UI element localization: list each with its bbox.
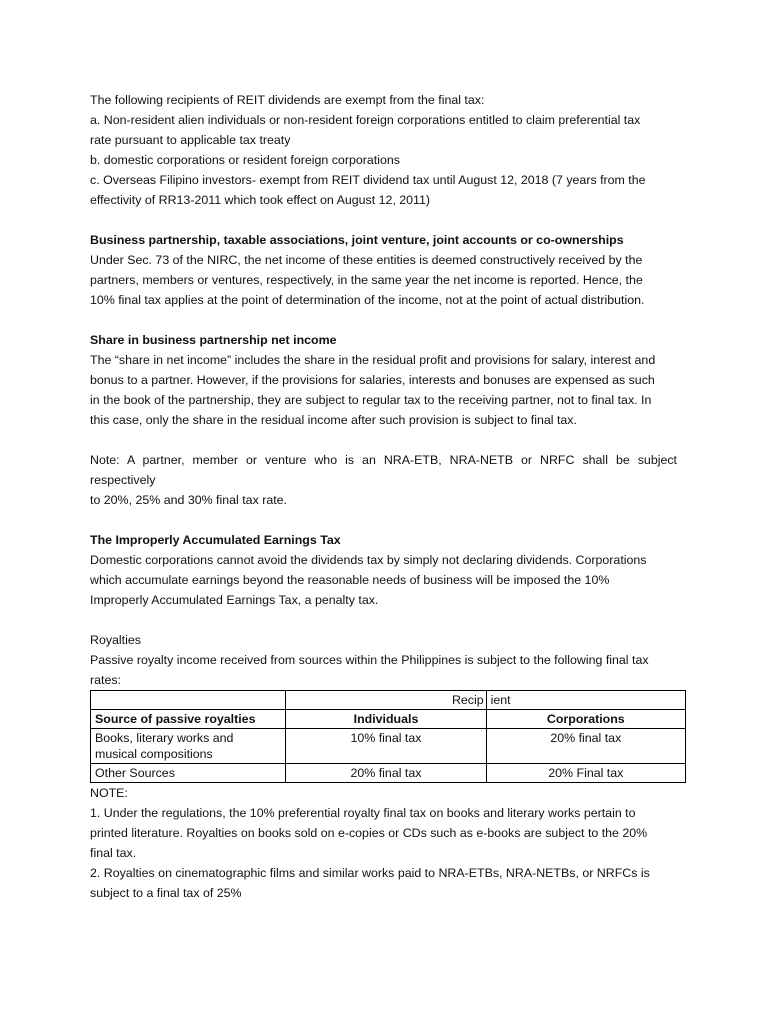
royalty-note2-line1: 2. Royalties on cinematographic films and similar works paid to NRA-ETBs, NRA-NETBs, or NRFCs is — [90, 866, 650, 880]
source-line2: musical compositions — [95, 747, 213, 761]
royalty-note1-line3: final tax. — [90, 846, 137, 860]
partner-note — [90, 450, 677, 510]
share-line1: The “share in net income” includes the share in the residual profit and provisions for salary, interest and — [90, 353, 656, 367]
spacer — [90, 430, 677, 450]
share-line4: this case, only the share in the residual income after such provision is subject to final tax. — [90, 413, 577, 427]
column-header-individuals: Individuals — [286, 710, 486, 729]
table-row — [91, 764, 686, 783]
reit-item-a-line1: a. Non-resident alien individuals or non-resident foreign corporations entitled to claim preferential tax — [90, 113, 641, 127]
partner-note-line2: to 20%, 25% and 30% final tax rate. — [90, 493, 287, 507]
table-row-recipient — [91, 691, 686, 710]
partnership-line3: 10% final tax applies at the point of determination of the income, not at the point of actual distribution. — [90, 293, 645, 307]
reit-item-a-line2: rate pursuant to applicable tax treaty — [90, 133, 291, 147]
corporations-rate-cell: 20% final tax — [486, 729, 685, 764]
royalty-note1-line1: 1. Under the regulations, the 10% preferential royalty final tax on books and literary works pertain to — [90, 806, 636, 820]
iaet-heading: The Improperly Accumulated Earnings Tax — [90, 533, 341, 547]
spacer — [90, 210, 677, 230]
iaet-line1: Domestic corporations cannot avoid the dividends tax by simply not declaring dividends. Corporations — [90, 553, 647, 567]
recipient-header-right: ient — [486, 691, 685, 710]
reit-item-c-line1: c. Overseas Filipino investors- exempt from REIT dividend tax until August 12, 2018 (7 years from the — [90, 173, 646, 187]
reit-item-b: b. domestic corporations or resident foreign corporations — [90, 153, 400, 167]
partnership-line2: partners, members or ventures, respectively, in the same year the net income is reported. Hence, the — [90, 273, 643, 287]
royalty-rates-table — [90, 690, 686, 783]
share-line2: bonus to a partner. However, if the provisions for salaries, interests and bonuses are expensed as such — [90, 373, 655, 387]
reit-section — [90, 90, 677, 210]
table-header-row — [91, 710, 686, 729]
partnership-line1: Under Sec. 73 of the NIRC, the net income of these entities is deemed constructively received by the — [90, 253, 643, 267]
source-line1: Books, literary works and — [95, 731, 234, 745]
royalties-heading: Royalties — [90, 633, 141, 647]
share-section — [90, 330, 677, 430]
iaet-line3: Improperly Accumulated Earnings Tax, a penalty tax. — [90, 593, 379, 607]
partnership-heading: Business partnership, taxable associations, joint venture, joint accounts or co-ownerships — [90, 233, 624, 247]
column-header-corporations: Corporations — [486, 710, 685, 729]
individuals-rate-cell: 20% final tax — [286, 764, 486, 783]
royalties-line1: Passive royalty income received from sources within the Philippines is subject to the following final tax — [90, 653, 649, 667]
royalty-notes — [90, 783, 677, 903]
reit-intro: The following recipients of REIT dividends are exempt from the final tax: — [90, 93, 485, 107]
iaet-section — [90, 530, 677, 610]
spacer — [90, 510, 677, 530]
share-line3: in the book of the partnership, they are subject to regular tax to the receiving partner, not to final tax. In — [90, 393, 652, 407]
reit-item-c-line2: effectivity of RR13-2011 which took effect on August 12, 2011) — [90, 193, 431, 207]
royalty-note2-line2: subject to a final tax of 25% — [90, 886, 242, 900]
partnership-section — [90, 230, 677, 310]
column-header-source: Source of passive royalties — [91, 710, 286, 729]
royalty-note1-line2: printed literature. Royalties on books sold on e-copies or CDs such as e-books are subject to the 20% — [90, 826, 648, 840]
recipient-header-left: Recip — [286, 691, 486, 710]
spacer — [90, 610, 677, 630]
royalties-line2: rates: — [90, 673, 121, 687]
source-cell: Other Sources — [91, 764, 286, 783]
document-page — [90, 90, 677, 903]
partner-note-line1: Note: A partner, member or venture who is an NRA-ETB, NRA-NETB or NRFC shall be subject respectively — [90, 453, 677, 487]
share-heading: Share in business partnership net income — [90, 333, 337, 347]
table-cell-empty — [91, 691, 286, 710]
royalties-section — [90, 630, 677, 690]
spacer — [90, 310, 677, 330]
table-row — [91, 729, 686, 764]
individuals-rate-cell: 10% final tax — [286, 729, 486, 764]
royalty-notes-heading: NOTE: — [90, 786, 128, 800]
corporations-rate-cell: 20% Final tax — [486, 764, 685, 783]
source-cell — [91, 729, 286, 764]
iaet-line2: which accumulate earnings beyond the reasonable needs of business will be imposed the 10% — [90, 573, 610, 587]
